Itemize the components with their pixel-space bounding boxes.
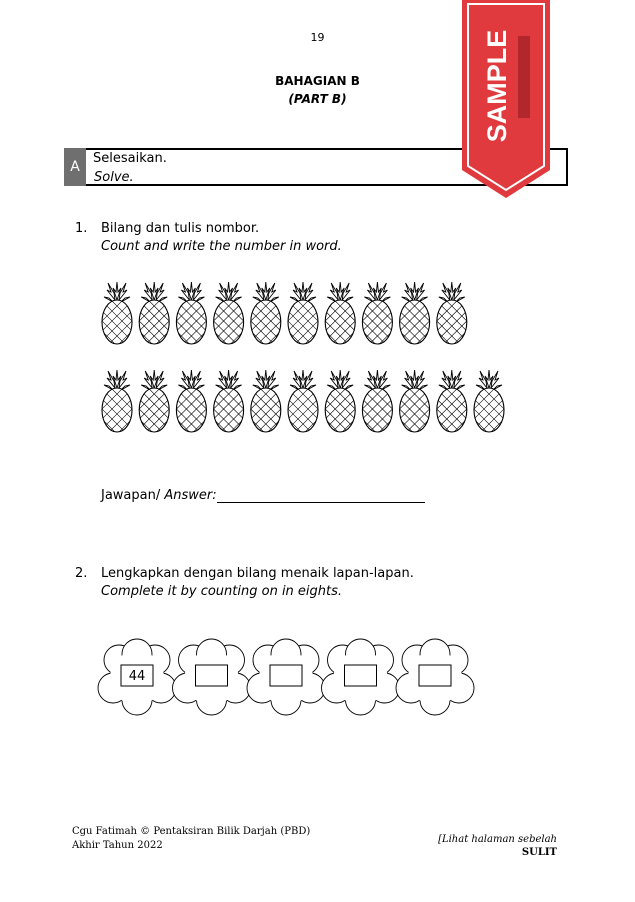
flower-box[interactable] — [322, 639, 400, 715]
pineapple-icon — [205, 282, 253, 380]
question-1-text-english: Count and write the number in word. — [101, 239, 342, 254]
question-2-text: Lengkapkan dengan bilang menaik lapan-lapan. — [101, 566, 414, 581]
flower-box[interactable] — [173, 639, 251, 715]
question-2-number: 2. — [75, 566, 88, 581]
section-title: BAHAGIAN B — [275, 74, 360, 88]
section-subtitle: (PART B) — [288, 92, 347, 106]
pineapple-icon — [316, 282, 364, 380]
page-number: 19 — [310, 31, 325, 44]
footer-right-line2: SULIT — [521, 847, 557, 858]
flower-value: 44 — [128, 669, 146, 684]
answer-box — [270, 665, 302, 686]
pineapple-icon — [391, 370, 439, 440]
footer-left-line2: Akhir Tahun 2022 — [72, 840, 163, 851]
instruction-letter: A — [64, 148, 86, 186]
pineapple-icon — [167, 370, 215, 440]
answer-label-en: Answer: — [164, 488, 217, 503]
pineapple-icon — [205, 370, 253, 440]
footer-right-line1: [Lihat halaman sebelah — [438, 834, 557, 845]
footer-left-line1: Cgu Fatimah © Pentaksiran Bilik Darjah (PBD) — [72, 826, 311, 837]
question-2-text-english: Complete it by counting on in eights. — [101, 584, 343, 599]
pineapple-icon — [428, 282, 476, 380]
answer-label — [101, 488, 217, 503]
answer-box — [196, 665, 228, 686]
flower-box[interactable] — [247, 639, 325, 715]
flower-sequence — [0, 630, 635, 720]
pineapple-icon — [167, 282, 215, 380]
answer-box — [419, 665, 451, 686]
pineapple-icon — [242, 370, 290, 440]
sample-watermark-ribbon — [460, 0, 552, 200]
answer-box — [345, 665, 377, 686]
answer-line[interactable] — [217, 502, 425, 503]
pineapple-icon — [93, 282, 141, 380]
pineapple-icon — [279, 282, 327, 380]
flower-box — [98, 639, 176, 715]
pineapple-icon — [130, 370, 178, 440]
pineapple-icon — [316, 370, 364, 440]
pineapple-icon — [391, 282, 439, 380]
pineapple-icon — [353, 282, 401, 380]
sample-watermark-text: SAMPLE — [482, 29, 512, 143]
pineapple-icon — [93, 370, 141, 440]
instruction-text-english: Solve. — [94, 170, 134, 185]
pineapple-icon — [279, 370, 327, 440]
pineapple-illustration — [0, 260, 635, 440]
pineapple-icon — [130, 282, 178, 380]
pineapple-icon — [242, 282, 290, 380]
pineapple-icon — [353, 370, 401, 440]
question-1-number: 1. — [75, 221, 88, 236]
answer-label-ms: Jawapan/ — [101, 488, 165, 503]
question-1-text: Bilang dan tulis nombor. — [101, 221, 260, 236]
flower-box[interactable] — [396, 639, 474, 715]
pineapple-icon — [465, 370, 513, 440]
instruction-text: Selesaikan. — [93, 151, 167, 166]
pineapple-icon — [428, 370, 476, 440]
